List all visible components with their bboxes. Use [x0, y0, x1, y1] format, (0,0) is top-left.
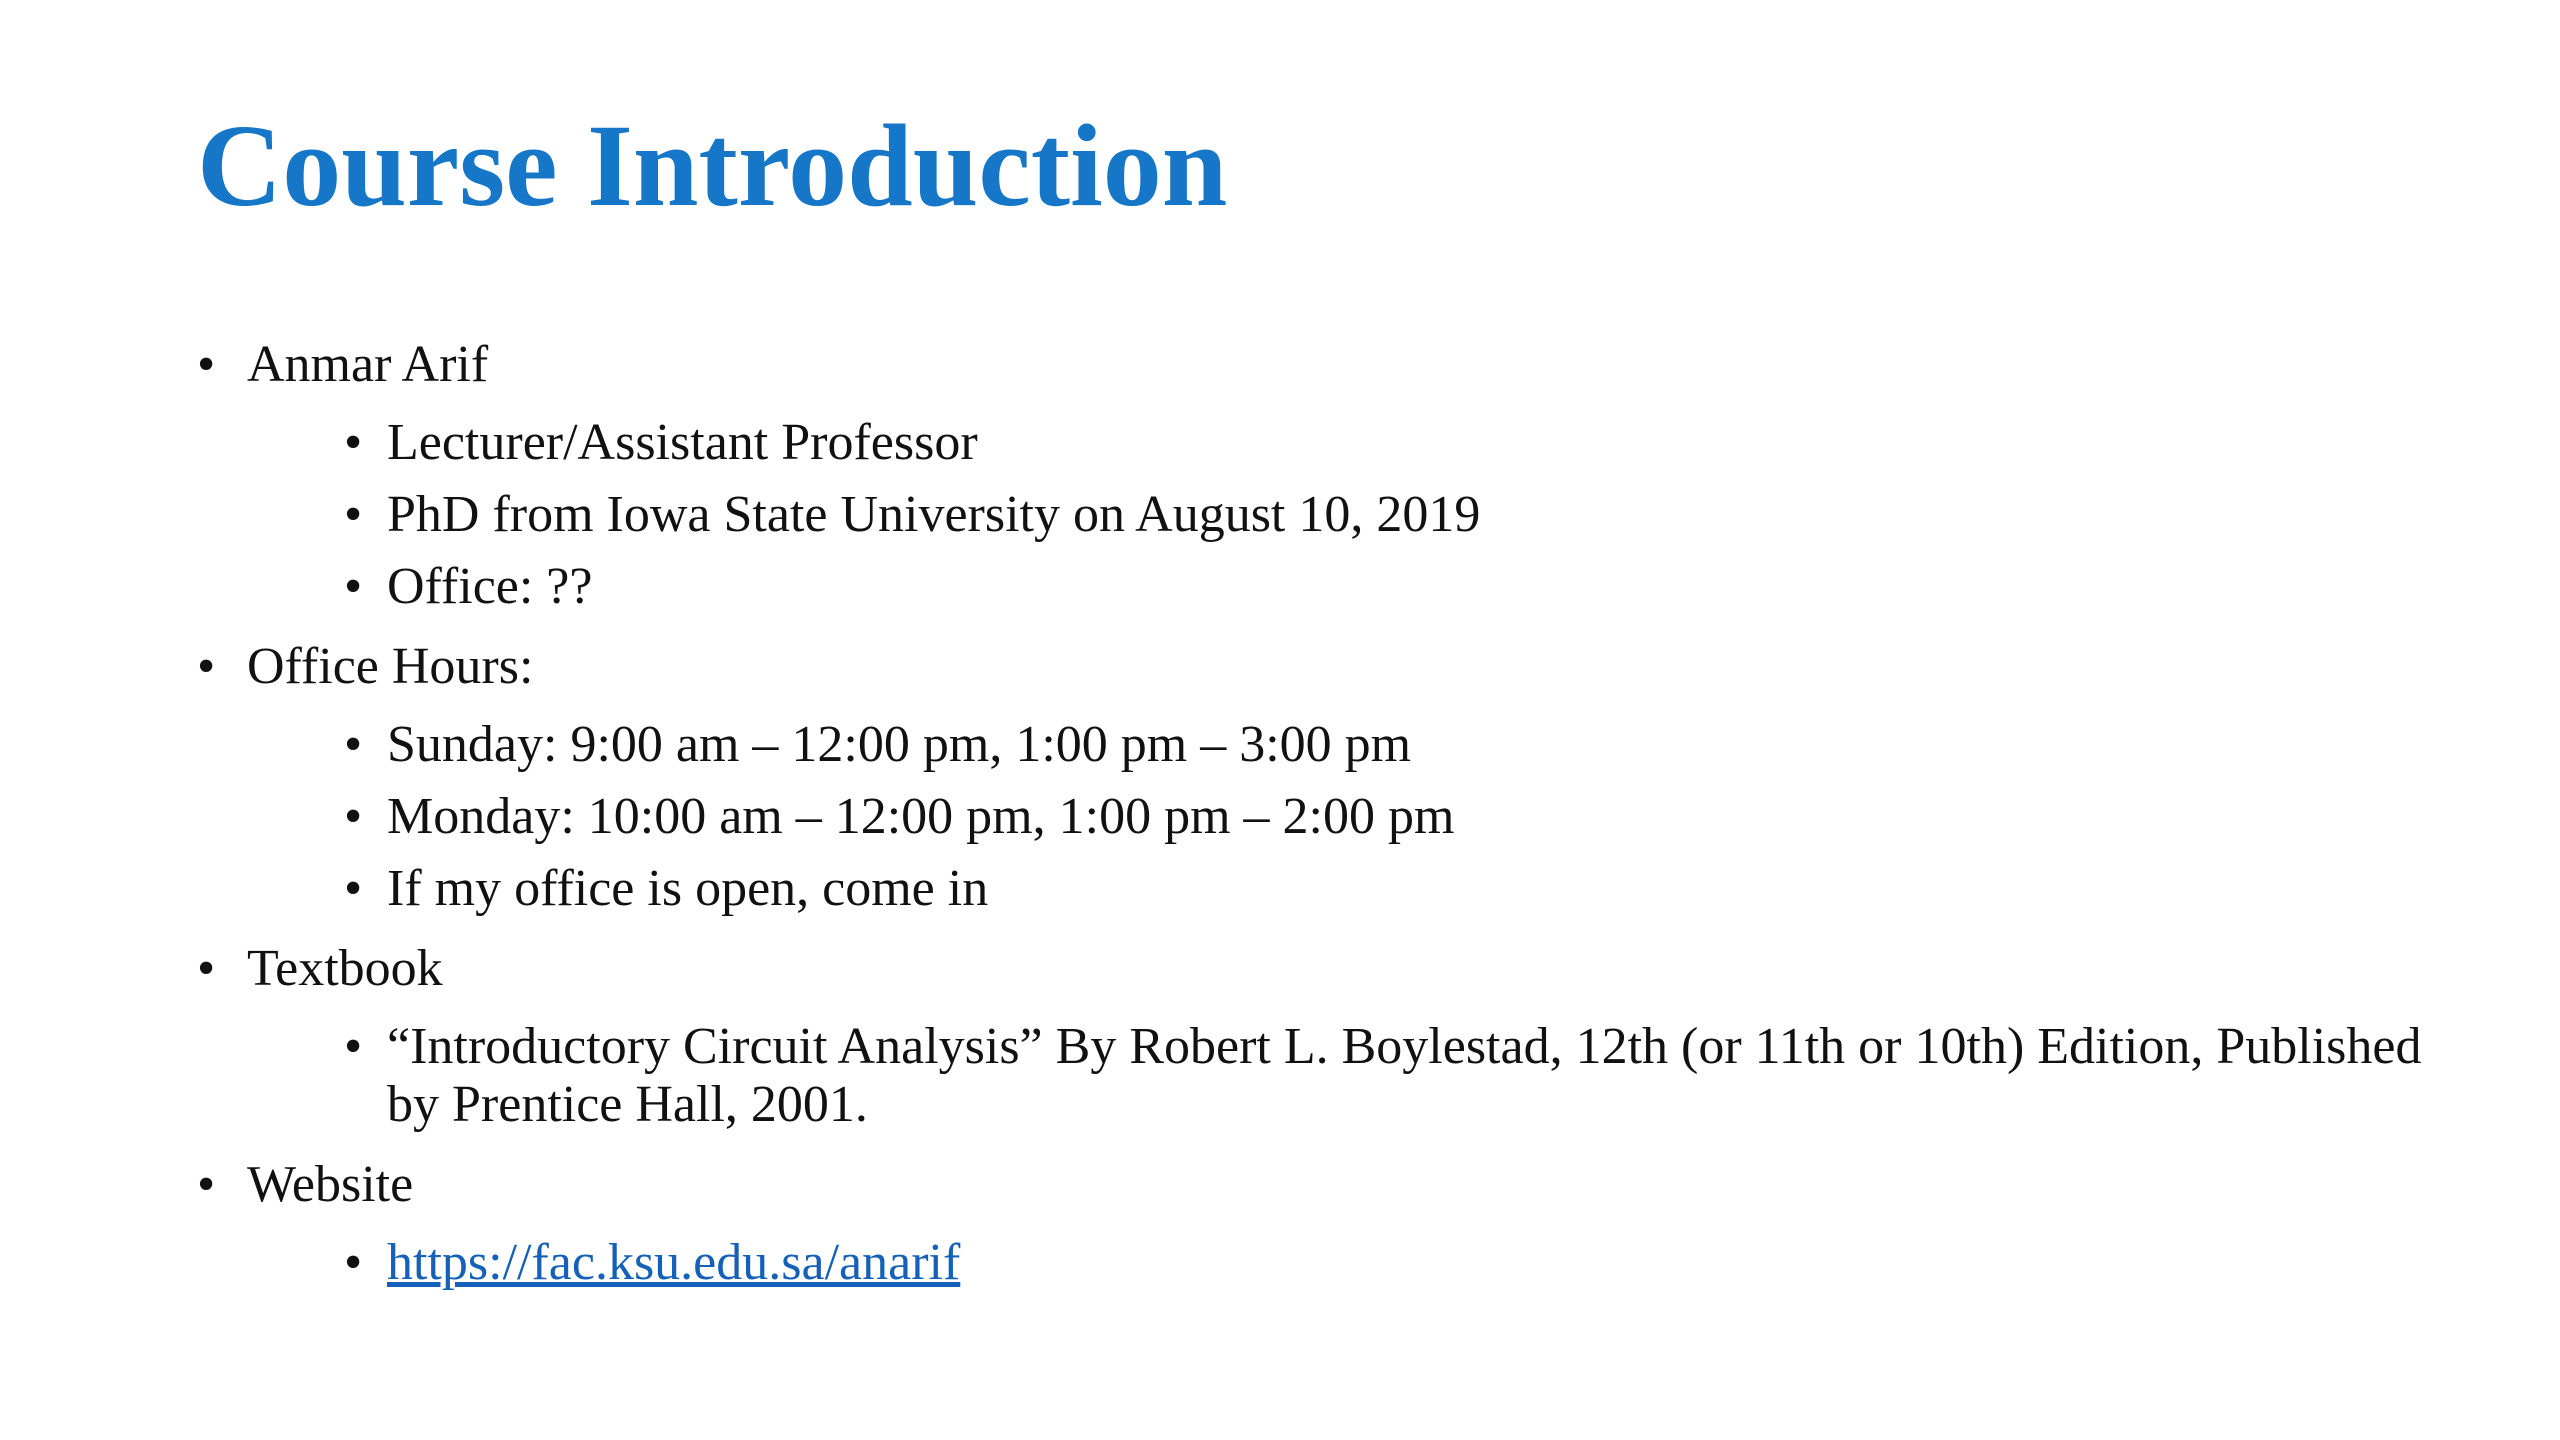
- bullet-office-hours: [197, 632, 2467, 918]
- instructor-office: Office: ??: [387, 558, 593, 615]
- list-item: [294, 716, 2467, 774]
- instructor-degree: PhD from Iowa State University on August 10, 2019: [387, 486, 1481, 543]
- office-hours-note: If my office is open, come in: [387, 860, 989, 917]
- textbook-citation: “Introductory Circuit Analysis” By Robert L. Boylestad, 12th (or 11th or 10th) Edition, Published by Prentice Hall, 2001.: [387, 1018, 2422, 1133]
- list-item: [294, 558, 2467, 616]
- list-item: [294, 788, 2467, 846]
- office-hours-monday: Monday: 10:00 am – 12:00 pm, 1:00 pm – 2:00 pm: [387, 788, 1455, 845]
- list-item: [294, 860, 2467, 918]
- textbook-details: [247, 1018, 2467, 1134]
- bullet-icon: •: [197, 1156, 216, 1213]
- bullet-icon: •: [344, 1234, 363, 1291]
- bullet-icon: •: [344, 414, 363, 471]
- instructor-name: Anmar Arif: [247, 336, 489, 393]
- office-hours-details: [247, 716, 2467, 918]
- instructor-position: Lecturer/Assistant Professor: [387, 414, 978, 471]
- office-hours-label: Office Hours:: [247, 638, 534, 695]
- bullet-icon: •: [344, 558, 363, 615]
- website-details: [247, 1234, 2467, 1292]
- bullet-list: [197, 330, 2467, 1292]
- bullet-website: [197, 1150, 2467, 1292]
- list-item: [294, 1018, 2467, 1134]
- instructor-details: [247, 414, 2467, 616]
- bullet-icon: •: [344, 788, 363, 845]
- bullet-instructor: [197, 330, 2467, 616]
- bullet-icon: •: [197, 940, 216, 997]
- bullet-icon: •: [197, 336, 216, 393]
- list-item: [294, 1234, 2467, 1292]
- website-label: Website: [247, 1156, 414, 1213]
- bullet-icon: •: [344, 716, 363, 773]
- website-link[interactable]: https://fac.ksu.edu.sa/anarif: [387, 1234, 961, 1291]
- slide-content: [197, 330, 2467, 1308]
- slide-title: Course Introduction: [197, 100, 1228, 231]
- office-hours-sunday: Sunday: 9:00 am – 12:00 pm, 1:00 pm – 3:00 pm: [387, 716, 1412, 773]
- bullet-textbook: [197, 934, 2467, 1134]
- bullet-icon: •: [197, 638, 216, 695]
- bullet-icon: •: [344, 486, 363, 543]
- bullet-icon: •: [344, 860, 363, 917]
- textbook-label: Textbook: [247, 940, 443, 997]
- list-item: [294, 414, 2467, 472]
- bullet-icon: •: [344, 1018, 363, 1075]
- list-item: [294, 486, 2467, 544]
